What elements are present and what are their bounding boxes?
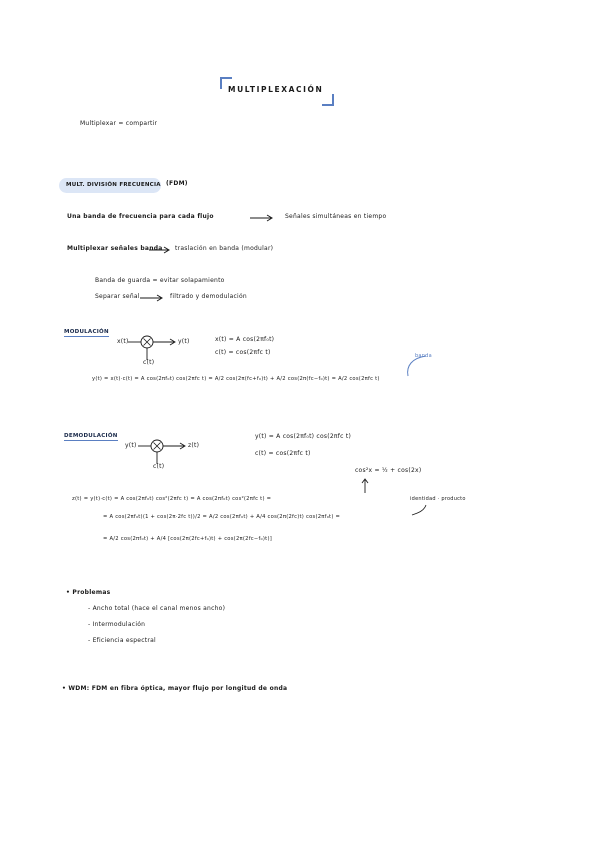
section-heading: MULT. DIVISIÓN FRECUENCIA [66,182,161,188]
problem-item: - Eficiencia espectral [88,637,156,644]
page-title: MULTIPLEXACIÓN [228,85,324,94]
mod-carrier-label: c(t) [143,359,155,366]
demod-carrier-label: c(t) [153,463,165,470]
section-heading-tag: (FDM) [166,180,188,187]
wdm-note: • WDM: FDM en fibra óptica, mayor flujo por longitud de onda [62,685,288,692]
demod-output-label: z(t) [188,442,200,449]
demodulation-label: DEMODULACIÓN [64,433,118,439]
fdm-line1-left: Una banda de frecuencia para cada flujo [67,213,214,220]
demod-eq-line3: = A/2 cos(2πf₀t) + A/4 [cos(2π(2fc+f₀)t) + cos(2π(2fc−f₀)t)] [103,536,272,542]
title-corner-bottom-right [322,94,334,106]
mod-annotation: banda [415,353,432,359]
mod-eq-input: x(t) = A cos(2πf₀t) [215,336,275,343]
demod-eq-line2: = A cos(2πf₀t)(1 + cos(2π·2fc t))/2 = A/2 cos(2πf₀t) + A/4 cos(2π(2fc)t) cos(2πf₀t) = [103,514,341,520]
mod-output-label: y(t) [178,338,190,345]
mod-eq-result: y(t) = x(t)·c(t) = A cos(2πf₀t) cos(2πfc t) = A/2 cos(2π(fc+f₀)t) + A/2 cos(2π(fc−f₀)t) = A/2 cos(2πfc t) [92,376,380,382]
fdm-line2-left: Multiplexar señales banda [67,245,163,252]
problem-item-text: Ancho total (hace el canal menos ancho) [92,605,226,612]
demod-eq-line1: z(t) = y(t)·c(t) = A cos(2πf₀t) cos²(2πfc t) = A cos(2πf₀t) cos²(2πfc t) = [72,496,272,502]
demod-input-label: y(t) [125,442,137,449]
demod-eq-note: identidad · producto [410,496,466,502]
problems-heading: • Problemas [66,589,111,596]
demod-eq-carrier: c(t) = cos(2πfc t) [255,450,311,457]
fdm-line1-right: Señales simultáneas en tiempo [285,213,387,220]
annotation-arrow-icon [410,503,430,517]
demod-eq-input: y(t) = A cos(2πf₀t) cos(2πfc t) [255,433,352,440]
arrow-right-icon [140,294,164,302]
problem-item-text: Eficiencia espectral [92,637,156,644]
subtitle: Multiplexar = compartir [80,120,158,127]
arrow-right-icon [250,214,274,222]
fdm-line2-right: traslación en banda (modular) [175,245,274,252]
arrow-right-icon [149,246,171,254]
mod-input-label: x(t) [117,338,129,345]
guard-band-note: Banda de guarda = evitar solapamiento [95,277,225,284]
demod-identity: cos²x = ½ + cos(2x) [355,467,422,474]
problem-item-text: Intermodulación [92,621,146,628]
problem-item: - Ancho total (hace el canal menos ancho) [88,605,226,612]
separate-signal-result: filtrado y demodulación [170,293,247,300]
modulation-label: MODULACIÓN [64,329,109,335]
separate-signal-note: Separar señal [95,293,140,300]
mod-eq-carrier: c(t) = cos(2πfc t) [215,349,271,356]
arrow-up-icon [361,478,369,494]
problem-item: - Intermodulación [88,621,146,628]
